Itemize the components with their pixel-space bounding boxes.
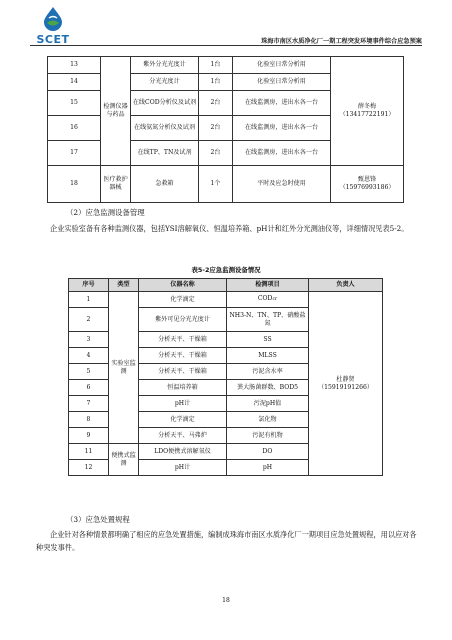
cell-no: 17 <box>48 141 101 166</box>
cell-name: 急救箱 <box>131 166 199 203</box>
cell-item: 氯化物 <box>227 412 309 428</box>
cell-place: 在线监测房，进出水各一台 <box>233 116 331 141</box>
cell-no: 3 <box>69 332 109 348</box>
section-heading: （2）应急监测设备管理 <box>66 208 145 217</box>
cell-no: 9 <box>69 428 109 444</box>
group-label: 医疗救护器械 <box>101 166 131 203</box>
cell-name: 分析天平、干燥箱 <box>139 348 227 364</box>
person-cell: 杜静贤 （15919191266） <box>309 292 383 476</box>
cell-item: 污泥pH值 <box>227 396 309 412</box>
cell-no: 1 <box>69 292 109 308</box>
col-header: 仪器名称 <box>139 279 227 292</box>
group-label: 检测仪器与药品 <box>101 57 131 166</box>
cell-no: 12 <box>69 460 109 476</box>
table-row <box>69 292 383 308</box>
cell-name: 紫外分光光度计 <box>131 57 199 74</box>
cell-item: pH <box>227 460 309 476</box>
cell-no: 2 <box>69 308 109 332</box>
type-cell: 实验室监测 <box>109 292 139 444</box>
cell-no: 11 <box>69 444 109 460</box>
company-logo <box>26 6 80 46</box>
monitoring-equipment-table <box>68 278 383 476</box>
cell-item: 粪大肠菌群数、BOD5 <box>227 380 309 396</box>
cell-place: 化验室日常分析用 <box>233 74 331 91</box>
cell-no: 5 <box>69 364 109 380</box>
cell-name: 在线COD分析仪及试剂 <box>131 91 199 116</box>
cell-no: 13 <box>48 57 101 74</box>
cell-no: 14 <box>48 74 101 91</box>
section-heading: （3）应急处置规程 <box>66 515 130 524</box>
cell-name: 分光光度计 <box>131 74 199 91</box>
paragraph: 企业实验室备有各种监测仪器，包括YSI溶解氧仪、恒温培养箱、pH计和红外分光测油仪等，详细情况见表5-2。 <box>50 224 409 233</box>
cell-qty: 2台 <box>199 91 233 116</box>
table-row <box>48 57 404 74</box>
cell-name: 在线TP、TN及试剂 <box>131 141 199 166</box>
paragraph: 企业针对各种情景都明确了相应的应急处置措施，编制成珠海市南区水质净化厂一期项目应急处置规程，用以应对各种突发事件。 <box>36 530 417 552</box>
table-header-row <box>69 279 383 292</box>
contact-cell: 甄恩锋 （15976993186） <box>331 166 404 203</box>
cell-item: DO <box>227 444 309 460</box>
cell-place: 化验室日常分析用 <box>233 57 331 74</box>
cell-qty: 2台 <box>199 116 233 141</box>
cell-name: 分析天平、干燥箱 <box>139 332 227 348</box>
cell-item: NH3-N、TN、TP、硝酸盐氮 <box>227 308 309 332</box>
cell-item: CODcr <box>227 292 309 308</box>
cell-no: 16 <box>48 116 101 141</box>
cell-no: 6 <box>69 380 109 396</box>
cell-place: 在线监测房，进出水各一台 <box>233 91 331 116</box>
cell-qty: 2台 <box>199 141 233 166</box>
cell-qty: 1个 <box>199 166 233 203</box>
cell-no: 4 <box>69 348 109 364</box>
cell-item: SS <box>227 332 309 348</box>
cell-no: 8 <box>69 412 109 428</box>
cell-name: 化学滴定 <box>139 292 227 308</box>
cell-item: 污泥有机物 <box>227 428 309 444</box>
cell-no: 7 <box>69 396 109 412</box>
water-drop-logo-icon <box>40 6 66 32</box>
cell-name: 紫外可见分光光度计 <box>139 308 227 332</box>
cell-name: 分析天平、干燥箱 <box>139 364 227 380</box>
cell-item: 污泥含水率 <box>227 364 309 380</box>
cell-no: 18 <box>48 166 101 203</box>
type-cell: 便携式监测 <box>109 444 139 476</box>
table-row <box>48 166 404 203</box>
col-header: 序号 <box>69 279 109 292</box>
cell-item: MLSS <box>227 348 309 364</box>
cell-qty: 1台 <box>199 74 233 91</box>
header-rule <box>30 45 422 46</box>
cell-name: LDO便携式溶解氧仪 <box>139 444 227 460</box>
cell-name: 化学滴定 <box>139 412 227 428</box>
col-header: 负责人 <box>309 279 383 292</box>
col-header: 类型 <box>109 279 139 292</box>
cell-name: 分析天平、马弗炉 <box>139 428 227 444</box>
equipment-table-continued <box>47 56 404 203</box>
page-number: 18 <box>222 597 230 604</box>
cell-place: 在线监测房，进出水各一台 <box>233 141 331 166</box>
cell-name: pH计 <box>139 396 227 412</box>
header-title: 珠海市南区水质净化厂一期工程突发环境事件综合应急预案 <box>261 38 422 45</box>
logo-text: SCET <box>36 33 70 46</box>
cell-place: 平时及应急时使用 <box>233 166 331 203</box>
contact-cell: 薛冬梅 （13417722191） <box>331 57 404 166</box>
cell-qty: 1台 <box>199 57 233 74</box>
cell-name: pH计 <box>139 460 227 476</box>
col-header: 检测项目 <box>227 279 309 292</box>
cell-no: 15 <box>48 91 101 116</box>
cell-name: 在线氨氮分析仪及试剂 <box>131 116 199 141</box>
table-caption: 表5-2应急监测设备情况 <box>191 266 261 274</box>
cell-name: 恒温培养箱 <box>139 380 227 396</box>
